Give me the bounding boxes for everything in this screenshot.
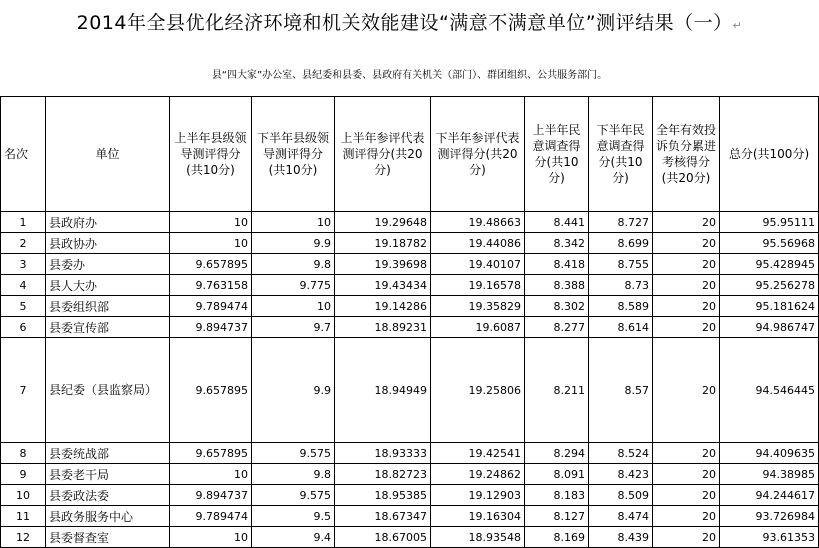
cell-unit: 县委办 xyxy=(46,254,170,275)
cell-h1-poll: 8.211 xyxy=(525,338,589,443)
table-row xyxy=(1,212,819,233)
table-row xyxy=(1,338,819,443)
document-title xyxy=(0,8,819,35)
cell-total: 94.546445 xyxy=(720,338,819,443)
cell-h2-leader: 9.8 xyxy=(252,464,335,485)
cell-complaint: 20 xyxy=(653,338,720,443)
cell-complaint: 20 xyxy=(653,254,720,275)
cell-complaint: 20 xyxy=(653,485,720,506)
cell-h2-poll: 8.699 xyxy=(589,233,653,254)
cell-h2-leader: 9.575 xyxy=(252,443,335,464)
cell-total: 94.986747 xyxy=(720,317,819,338)
cell-h1-rep: 18.67347 xyxy=(335,506,431,527)
cell-rank: 1 xyxy=(1,212,46,233)
cell-h1-leader: 10 xyxy=(170,212,252,233)
cell-h1-leader: 10 xyxy=(170,464,252,485)
cell-total: 95.95111 xyxy=(720,212,819,233)
header-row xyxy=(1,97,819,212)
cell-h2-rep: 19.24862 xyxy=(431,464,525,485)
header-h2-leader: 下半年县级领导测评得分(共10分) xyxy=(252,97,335,212)
table-row xyxy=(1,464,819,485)
table-row xyxy=(1,296,819,317)
cell-h2-poll: 8.614 xyxy=(589,317,653,338)
cell-h2-rep: 19.42541 xyxy=(431,443,525,464)
cell-h2-leader: 9.9 xyxy=(252,338,335,443)
cell-rank: 11 xyxy=(1,506,46,527)
cell-h1-poll: 8.294 xyxy=(525,443,589,464)
cell-total: 94.409635 xyxy=(720,443,819,464)
cell-h1-poll: 8.091 xyxy=(525,464,589,485)
cell-complaint: 20 xyxy=(653,464,720,485)
header-unit: 单位 xyxy=(46,97,170,212)
cell-h1-poll: 8.169 xyxy=(525,527,589,548)
cell-unit: 县委老干局 xyxy=(46,464,170,485)
cell-h2-poll: 8.509 xyxy=(589,485,653,506)
table-row xyxy=(1,485,819,506)
cell-rank: 6 xyxy=(1,317,46,338)
cell-h2-leader: 9.7 xyxy=(252,317,335,338)
header-h1-poll: 上半年民意调查得分(共10分) xyxy=(525,97,589,212)
cell-h1-leader: 10 xyxy=(170,233,252,254)
results-table xyxy=(0,96,819,548)
cell-rank: 12 xyxy=(1,527,46,548)
cell-h1-poll: 8.418 xyxy=(525,254,589,275)
cell-h1-rep: 18.82723 xyxy=(335,464,431,485)
cell-unit: 县政协办 xyxy=(46,233,170,254)
table-row xyxy=(1,527,819,548)
header-h1-rep: 上半年参评代表测评得分(共20分) xyxy=(335,97,431,212)
cell-complaint: 20 xyxy=(653,317,720,338)
cell-h2-leader: 10 xyxy=(252,212,335,233)
cell-h1-rep: 19.43434 xyxy=(335,275,431,296)
cell-h1-poll: 8.342 xyxy=(525,233,589,254)
cell-rank: 7 xyxy=(1,338,46,443)
header-h2-rep: 下半年参评代表测评得分(共20分) xyxy=(431,97,525,212)
cell-h1-rep: 19.29648 xyxy=(335,212,431,233)
cell-rank: 4 xyxy=(1,275,46,296)
cell-h2-rep: 19.48663 xyxy=(431,212,525,233)
header-h1-leader: 上半年县级领导测评得分(共10分) xyxy=(170,97,252,212)
cell-h2-rep: 19.44086 xyxy=(431,233,525,254)
cell-total: 94.38985 xyxy=(720,464,819,485)
cell-h2-leader: 9.775 xyxy=(252,275,335,296)
cell-h1-leader: 9.789474 xyxy=(170,506,252,527)
cell-rank: 8 xyxy=(1,443,46,464)
cell-rank: 9 xyxy=(1,464,46,485)
cell-rank: 2 xyxy=(1,233,46,254)
cell-h2-poll: 8.73 xyxy=(589,275,653,296)
header-total: 总分(共100分) xyxy=(720,97,819,212)
cell-h2-rep: 19.35829 xyxy=(431,296,525,317)
cell-unit: 县委督查室 xyxy=(46,527,170,548)
cell-unit: 县委组织部 xyxy=(46,296,170,317)
cell-unit: 县政府办 xyxy=(46,212,170,233)
cell-h1-poll: 8.183 xyxy=(525,485,589,506)
header-rank: 名次 xyxy=(1,97,46,212)
cell-total: 94.244617 xyxy=(720,485,819,506)
cell-h2-leader: 9.4 xyxy=(252,527,335,548)
cell-complaint: 20 xyxy=(653,527,720,548)
cell-unit: 县纪委（县监察局） xyxy=(46,338,170,443)
cell-h2-leader: 10 xyxy=(252,296,335,317)
table-row xyxy=(1,506,819,527)
cell-h2-leader: 9.575 xyxy=(252,485,335,506)
cell-h2-poll: 8.57 xyxy=(589,338,653,443)
cell-h1-leader: 9.789474 xyxy=(170,296,252,317)
cell-h2-rep: 18.93548 xyxy=(431,527,525,548)
cell-h1-rep: 18.95385 xyxy=(335,485,431,506)
cell-unit: 县政务服务中心 xyxy=(46,506,170,527)
cell-h2-rep: 19.6087 xyxy=(431,317,525,338)
cell-h1-leader: 9.894737 xyxy=(170,317,252,338)
table-row xyxy=(1,443,819,464)
cell-h1-leader: 9.657895 xyxy=(170,443,252,464)
cell-h1-poll: 8.277 xyxy=(525,317,589,338)
cell-h2-poll: 8.423 xyxy=(589,464,653,485)
cell-h2-poll: 8.727 xyxy=(589,212,653,233)
paragraph-mark: ↵ xyxy=(732,19,743,32)
cell-h1-rep: 18.93333 xyxy=(335,443,431,464)
cell-complaint: 20 xyxy=(653,233,720,254)
cell-h2-leader: 9.5 xyxy=(252,506,335,527)
cell-h1-poll: 8.388 xyxy=(525,275,589,296)
cell-h2-poll: 8.474 xyxy=(589,506,653,527)
cell-rank: 10 xyxy=(1,485,46,506)
cell-h1-leader: 9.657895 xyxy=(170,338,252,443)
cell-h2-poll: 8.439 xyxy=(589,527,653,548)
cell-rank: 5 xyxy=(1,296,46,317)
header-complaint: 全年有效投诉负分累进考核得分(共20分) xyxy=(653,97,720,212)
cell-total: 95.428945 xyxy=(720,254,819,275)
cell-h2-poll: 8.524 xyxy=(589,443,653,464)
cell-total: 93.61353 xyxy=(720,527,819,548)
cell-h1-rep: 19.18782 xyxy=(335,233,431,254)
cell-unit: 县委政法委 xyxy=(46,485,170,506)
cell-h2-rep: 19.16578 xyxy=(431,275,525,296)
cell-h2-poll: 8.755 xyxy=(589,254,653,275)
cell-h1-poll: 8.441 xyxy=(525,212,589,233)
cell-total: 93.726984 xyxy=(720,506,819,527)
cell-unit: 县人大办 xyxy=(46,275,170,296)
cell-total: 95.181624 xyxy=(720,296,819,317)
cell-h1-rep: 18.94949 xyxy=(335,338,431,443)
cell-complaint: 20 xyxy=(653,275,720,296)
document-subtitle: 县“四大家”办公室、县纪委和县委、县政府有关机关（部门）、群团组织、公共服务部门。 xyxy=(211,70,608,81)
cell-h1-leader: 10 xyxy=(170,527,252,548)
cell-h1-rep: 19.39698 xyxy=(335,254,431,275)
cell-h1-leader: 9.657895 xyxy=(170,254,252,275)
cell-h2-poll: 8.589 xyxy=(589,296,653,317)
table-row xyxy=(1,317,819,338)
cell-h2-leader: 9.9 xyxy=(252,233,335,254)
cell-h1-poll: 8.302 xyxy=(525,296,589,317)
cell-h2-rep: 19.25806 xyxy=(431,338,525,443)
cell-total: 95.56968 xyxy=(720,233,819,254)
cell-h1-leader: 9.894737 xyxy=(170,485,252,506)
cell-rank: 3 xyxy=(1,254,46,275)
cell-unit: 县委宣传部 xyxy=(46,317,170,338)
cell-complaint: 20 xyxy=(653,443,720,464)
cell-unit: 县委统战部 xyxy=(46,443,170,464)
table-row xyxy=(1,275,819,296)
cell-complaint: 20 xyxy=(653,212,720,233)
cell-h1-rep: 19.14286 xyxy=(335,296,431,317)
table-row xyxy=(1,254,819,275)
title-text: 2014年全县优化经济环境和机关效能建设“满意不满意单位”测评结果（一） xyxy=(76,12,733,34)
table-row xyxy=(1,233,819,254)
cell-h2-rep: 19.12903 xyxy=(431,485,525,506)
header-h2-poll: 下半年民意调查得分(共10分) xyxy=(589,97,653,212)
cell-h2-leader: 9.8 xyxy=(252,254,335,275)
cell-h1-rep: 18.67005 xyxy=(335,527,431,548)
cell-complaint: 20 xyxy=(653,296,720,317)
cell-h1-rep: 18.89231 xyxy=(335,317,431,338)
cell-total: 95.256278 xyxy=(720,275,819,296)
cell-h2-rep: 19.40107 xyxy=(431,254,525,275)
cell-h2-rep: 19.16304 xyxy=(431,506,525,527)
cell-complaint: 20 xyxy=(653,506,720,527)
cell-h1-leader: 9.763158 xyxy=(170,275,252,296)
cell-h1-poll: 8.127 xyxy=(525,506,589,527)
